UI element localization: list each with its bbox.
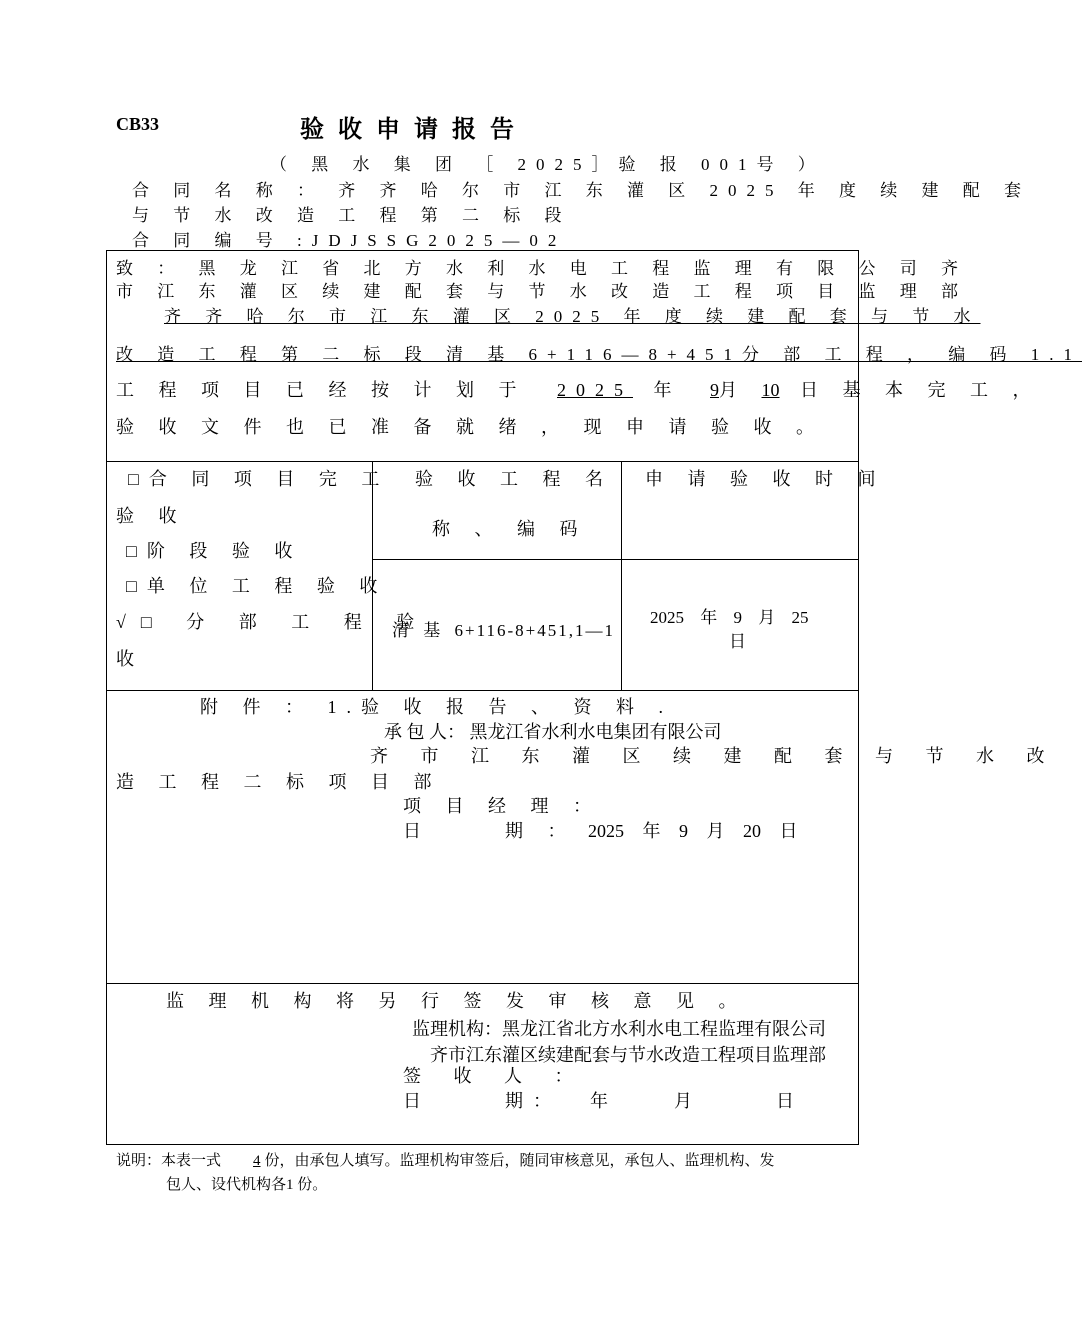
supervisor-date-month: 月 (674, 1091, 692, 1111)
attachment-line: 附 件 ： 1.验 收 报 告 、 资 料 . (200, 697, 673, 717)
month-char: 月 (719, 380, 747, 400)
footer-copies: 4 (253, 1153, 261, 1169)
supervisor-org-2: 齐市江东灌区续建配套与节水改造工程项目监理部 (430, 1045, 826, 1065)
type-contract-complete[interactable]: □合 同 项 目 完 工 (128, 469, 390, 489)
col-header-name-1: 验 收 工 程 名 (415, 469, 613, 489)
row-divider-1 (106, 461, 859, 462)
footer-note-line1 (116, 1149, 775, 1170)
footer-note-line2: 包人、设代机构各1 份。 (166, 1177, 328, 1193)
to-line-5 (116, 376, 1041, 402)
item-time-line2: 日 (729, 632, 746, 651)
completion-month: 9 (710, 380, 719, 400)
to-line-3: 齐 齐 哈 尔 市 江 东 灌 区 2025 年 度 续 建 配 套 与 节 水 (164, 307, 981, 326)
type-sub-project[interactable]: √□ 分 部 工 程 验 (116, 612, 430, 632)
contractor-dept-1: 齐 市 江 东 灌 区 续 建 配 套 与 节 水 改 (370, 746, 1059, 766)
table-top-border (106, 250, 859, 251)
table-left-border (106, 250, 107, 1145)
row-divider-3 (106, 983, 859, 984)
type-unit-project[interactable]: □单 位 工 程 验 收 (126, 576, 388, 596)
to-line-6: 验 收 文 件 也 已 准 备 就 绪 ， 现 申 请 验 收 。 (116, 417, 824, 437)
footer-prefix: 说明：本表一式 (116, 1153, 222, 1169)
supervisor-note: 监 理 机 构 将 另 行 签 发 审 核 意 见 。 (166, 991, 747, 1011)
inner-row-divider (372, 559, 859, 560)
col-header-time: 申 请 验 收 时 间 (645, 469, 886, 489)
type-contract-complete-cont: 验 收 (116, 506, 187, 526)
year-char: 年 (653, 380, 682, 400)
to-line-2: 市 江 东 灌 区 续 建 配 套 与 节 水 改 造 工 程 项 目 监 理 部 (116, 282, 968, 301)
contractor-name: 承 包 人： 黑龙江省水利水电集团有限公司 (384, 722, 722, 742)
footer-rest: 份，由承包人填写。监理机构审签后，随同审核意见，承包人、监理机构、发 (264, 1153, 775, 1169)
supervisor-org-1: 监理机构：黑龙江省北方水利水电工程监理有限公司 (412, 1019, 826, 1039)
reference-number: （ 黑 水 集 团 ［ 2025］验 报 001号 ） (270, 155, 825, 174)
type-stage[interactable]: □阶 段 验 收 (126, 541, 303, 561)
col-divider-2 (621, 461, 622, 690)
contractor-dept-2: 造 工 程 二 标 项 目 部 (116, 772, 442, 792)
to-line-4: 改 造 工 程 第 二 标 段 清 基 6+116—8+451分 部 工 程 ， 编 码 1.1 (116, 345, 1082, 364)
document-title: 验 收 申 请 报 告 (300, 117, 518, 143)
item-name-code: 清 基 6+116-8+451,1—1 (392, 621, 615, 640)
contractor-date-value: 2025 年 9 月 20 日 (588, 821, 798, 841)
to-line-1: 致 ： 黑 龙 江 省 北 方 水 利 水 电 工 程 监 理 有 限 公 司 齐 (116, 259, 968, 278)
supervisor-date-q: 期： (505, 1091, 561, 1111)
contract-number: 合 同 编 号 :JDJSSG2025—02 (132, 231, 567, 250)
project-manager-label: 项 目 经 理 ： (403, 796, 601, 816)
contract-name-line1: 合 同 名 称 ： 齐 齐 哈 尔 市 江 东 灌 区 2025 年 度 续 建 配 套 (132, 181, 1031, 200)
contract-name-line2: 与 节 水 改 造 工 程 第 二 标 段 (132, 206, 572, 225)
form-code: CB33 (116, 114, 160, 134)
supervisor-date-day: 日 (776, 1091, 794, 1111)
signer-label: 签 收 人 ： (403, 1066, 587, 1086)
supervisor-date-year: 年 (590, 1091, 608, 1111)
to-line-5-text: 工 程 项 目 已 经 按 计 划 于 (116, 380, 527, 400)
col-header-name-2: 称 、 编 码 (432, 519, 588, 539)
to-line-5-end: 日 基 本 完 工 ， (800, 380, 1041, 400)
row-divider-2 (106, 690, 859, 691)
completion-day: 10 (761, 380, 780, 400)
item-time-line1: 2025 年 9 月 25 (650, 608, 809, 627)
contractor-date-label-1: 日 (403, 821, 421, 841)
completion-year: 2025 (557, 380, 633, 400)
contractor-date-label-2: 期 ： (505, 821, 576, 841)
supervisor-date-d: 日 (403, 1091, 421, 1111)
table-bottom-border (106, 1144, 859, 1145)
type-sub-project-cont: 收 (116, 649, 144, 669)
